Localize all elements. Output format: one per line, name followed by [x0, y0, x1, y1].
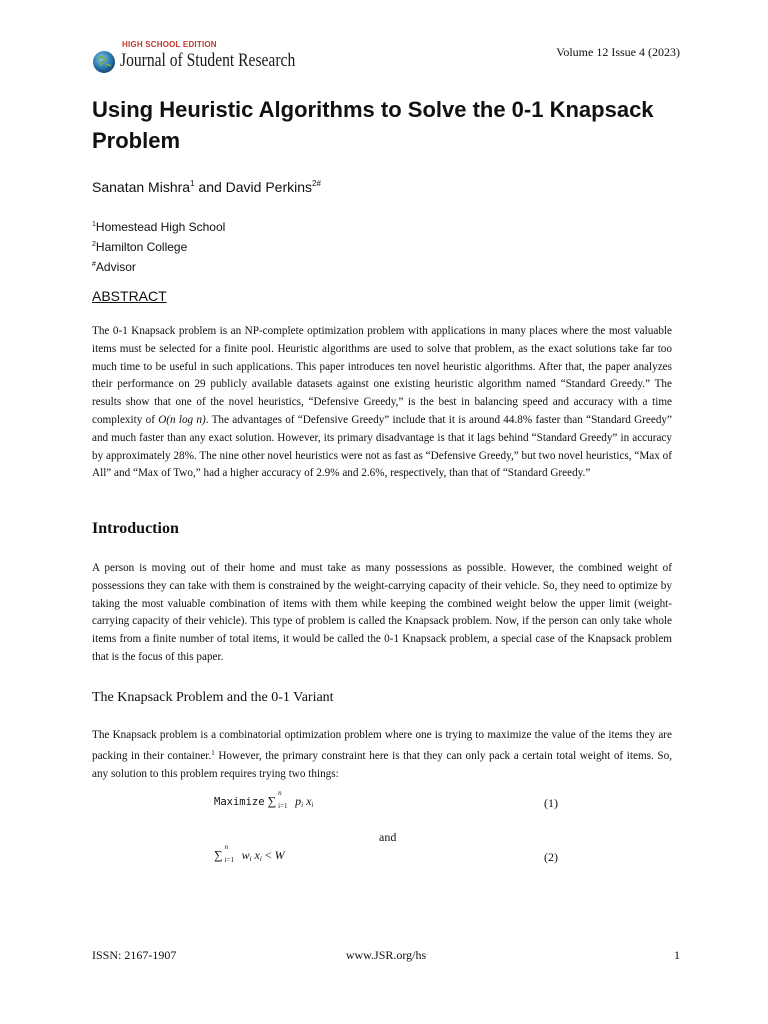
abstract-text: . The advantages of “Defensive Greedy” include that it is around 44.8% faster than “Standard Greedy” and much faster than any exact solution. However, its primary disadvantage is that it lags behind “Standard Greedy” in accuracy by approximately 28%. The nine other novel heuristics were not as fast as “Defensive Greedy,” but two novel heuristics, “Max of All” and “Max of Two,” had a higher accuracy of 2.9% and 2.6%, respectively, than that of “Standard Greedy.” — [92, 413, 672, 480]
equation-connector: and — [379, 830, 397, 844]
page-header — [92, 40, 680, 80]
author-list — [92, 179, 321, 195]
sum-upper-limit: n — [224, 843, 229, 851]
equation-number: (2) — [544, 850, 558, 864]
equation-variable: w — [241, 848, 250, 862]
abstract-heading: ABSTRACT — [92, 288, 167, 304]
sum-lower-limit: i=1 — [224, 856, 234, 864]
author-affil-mark: 2# — [312, 179, 321, 188]
summation-limits — [223, 843, 239, 864]
affiliation-item — [92, 216, 225, 236]
equation-1 — [214, 789, 314, 810]
sum-upper-limit: n — [278, 789, 282, 797]
knapsack-body — [92, 727, 672, 783]
affiliation-text: Hamilton College — [95, 240, 188, 254]
abstract-complexity: O(n log n) — [158, 413, 206, 426]
affiliation-mark: # — [92, 261, 96, 268]
author-name: Sanatan Mishra — [92, 179, 191, 195]
introduction-body: A person is moving out of their home and must take as many possessions as possible. However, the combined weight of possessions they can take with them is constrained by the weight-carrying capacity of their vehicle. So, they need to optimize by taking the most valuable combination of items with them while keeping the combined weight below the upper limit (weight-carrying capacity of their vehicle). This type of problem is called the Knapsack problem. Now, if the person can only take whole items from a finite number of total items, it would be called the 0-1 Knapsack problem, a special case of the Knapsack problem that is the focus of this paper. — [92, 562, 672, 663]
page-number: 1 — [674, 948, 680, 962]
abstract-text: The 0-1 Knapsack problem is an NP-complete optimization problem with applications in many places where the most valuable items must be selected for a finite pool. Heuristic algorithms are used to solve that problem, as the exact solutions take far too much time to be useful in such applications. This paper introduces ten novel heuristic algorithms. After that, the paper analyzes their performance on 29 publicly available datasets against one existing heuristic algorithm named “Standard Greedy.” The results show that one of the novel heuristics, “Defensive Greedy,” is the best in balancing speed and accuracy with a time complexity of — [92, 325, 672, 426]
equation-variable: p — [295, 794, 302, 808]
globe-icon — [92, 50, 116, 74]
summation-symbol: ∑ — [214, 848, 223, 862]
paper-title: Using Heuristic Algorithms to Solve the 0-1 Knapsack Problem — [92, 97, 654, 153]
affiliation-mark: 2 — [92, 241, 96, 248]
equation-subscript: i — [249, 855, 252, 863]
subsection-heading-knapsack: The Knapsack Problem and the 0-1 Variant — [92, 690, 334, 705]
author-name: David Perkins — [225, 179, 313, 195]
sum-lower-limit: i=1 — [278, 802, 288, 810]
affiliation-item — [92, 256, 225, 276]
footnote-mark: 1 — [211, 748, 215, 757]
issn-label: ISSN: 2167-1907 — [92, 948, 177, 962]
summation-symbol: ∑ — [267, 794, 277, 808]
equation-number: (1) — [544, 796, 558, 810]
knapsack-text: The Knapsack problem is a combinatorial optimization problem where one is trying to maximize the value of the items they are packing in their container. — [92, 729, 672, 762]
section-heading-introduction: Introduction — [92, 520, 179, 537]
equation-word: Maximize — [214, 796, 265, 808]
abstract-body — [92, 323, 672, 483]
journal-name: Journal of Student Research — [120, 50, 296, 71]
equation-subscript: i — [301, 801, 304, 809]
volume-info: Volume 12 Issue 4 (2023) — [556, 45, 680, 59]
affiliation-mark: 1 — [92, 221, 96, 228]
affiliation-list — [92, 216, 225, 276]
journal-url[interactable]: www.JSR.org/hs — [345, 948, 427, 962]
equation-subscript: i — [259, 855, 262, 863]
affiliation-text: Advisor — [95, 260, 136, 274]
equation-subscript: i — [311, 801, 314, 809]
equation-2 — [214, 843, 285, 864]
equation-variable: x — [254, 848, 260, 862]
equation-operator: < — [264, 848, 272, 862]
affiliation-text: Homestead High School — [95, 220, 226, 234]
edition-label: HIGH SCHOOL EDITION — [122, 40, 217, 49]
author-affil-mark: 1 — [190, 179, 195, 188]
affiliation-item — [92, 236, 225, 256]
equation-variable: x — [306, 794, 312, 808]
summation-limits — [276, 789, 292, 810]
equation-variable: W — [274, 848, 285, 862]
knapsack-text: However, the primary constraint here is that they can only pack a certain total weight of items. So, any solution to this problem requires trying two things: — [92, 749, 673, 780]
author-joiner: and — [194, 179, 226, 195]
